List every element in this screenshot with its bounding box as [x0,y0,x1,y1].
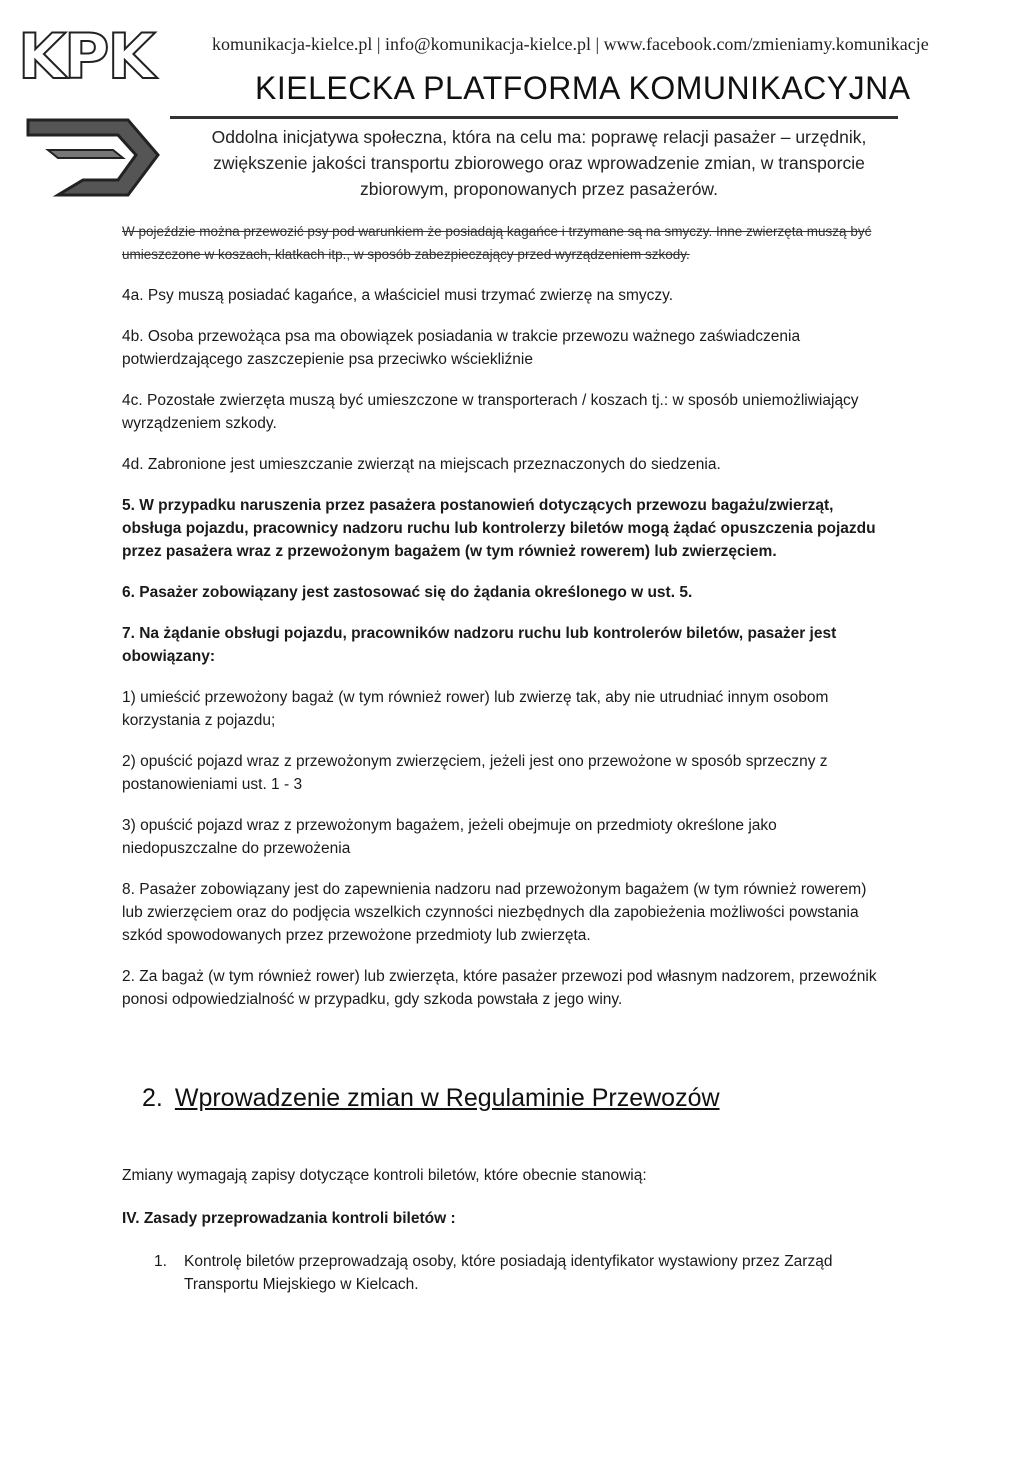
section-2-body [122,1164,882,1296]
header-description: Oddolna inicjatywa społeczna, która na celu ma: poprawę relacji pasażer – urzędnik, zwiększenie jakości transportu zbiorowego oraz wprowadzenie zmian, w transporcie zbiorowym, proponowanych przez pasażerów. [211,127,867,199]
paragraph-6: 6. Pasażer zobowiązany jest zastosować się do żądania określonego w ust. 5. [122,584,693,601]
paragraph-7-item-1: 1) umieścić przewożony bagaż (w tym również rower) lub zwierzę tak, aby nie utrudniać innym osobom korzystania z pojazdu; [122,689,829,729]
list-item-text: Kontrolę biletów przeprowadzają osoby, które posiadają identyfikator wystawiony przez Zarząd Transportu Miejskiego w Kielcach. [184,1253,833,1293]
paragraph-4d: 4d. Zabronione jest umieszczanie zwierząt na miejscach przeznaczonych do siedzenia. [122,456,721,473]
logo-text: KPK [18,20,154,93]
list-item [154,1250,882,1296]
section-2-heading [142,1084,720,1113]
paragraph-7: 7. Na żądanie obsługi pojazdu, pracowników nadzoru ruchu lub kontrolerów biletów, pasażer jest obowiązany: [122,625,837,665]
header-title: KIELECKA PLATFORMA KOMUNIKACYJNA [255,70,911,106]
paragraph-4b: 4b. Osoba przewożąca psa ma obowiązek posiadania w trakcie przewozu ważnego zaświadczenia potwierdzającego zaszczepienie psa przeciwko wściekliźnie [122,328,801,368]
section-title: Wprowadzenie zmian w Regulaminie Przewozów [174,1084,720,1112]
list-marker: 1. [154,1253,167,1270]
paragraph-8: 8. Pasażer zobowiązany jest do zapewnienia nadzoru nad przewożonym bagażem (w tym również rowerem) lub zwierzęciem oraz do podjęcia wszelkich czynności niezbędnych dla zapobieżenia możliwości powstania szkód spowodowanych przez przewożone przedmioty lub zwierzęta. [122,881,867,944]
struck-paragraph: W pojeździe można przewozić psy pod warunkiem że posiadają kagańce i trzymane są na smyczy. Inne zwierzęta muszą być umieszczone w koszach, klatkach itp., w sposób zabezpieczający przed wyrządzeniem szkody. [122,224,872,262]
section-number: 2. [142,1084,163,1112]
paragraph-7-item-3: 3) opuścić pojazd wraz z przewożonym bagażem, jeżeli obejmuje on przedmioty określone jako niedopuszczalne do przewożenia [122,817,777,857]
section-2-intro: Zmiany wymagają zapisy dotyczące kontroli biletów, które obecnie stanowią: [122,1167,647,1184]
section-2-subheading: IV. Zasady przeprowadzania kontroli biletów : [122,1210,456,1227]
regulation-body [122,220,882,1029]
kpk-logo [18,22,168,192]
paragraph-4a: 4a. Psy muszą posiadać kagańce, a właściciel musi trzymać zwierzę na smyczy. [122,287,674,304]
header-contact-links: komunikacja-kielce.pl | info@komunikacja-kielce.pl | www.facebook.com/zmieniamy.komunikacje [212,34,929,54]
header-divider [170,116,898,119]
paragraph-5: 5. W przypadku naruszenia przez pasażera postanowień dotyczących przewozu bagażu/zwierząt, obsługa pojazdu, pracownicy nadzoru ruchu lub kontrolerzy biletów mogą żądać opuszczenia pojazdu przez pasażera wraz z przewożonym bagażem (w tym również rowerem) lub zwierzęciem. [122,497,876,560]
paragraph-7-item-2: 2) opuścić pojazd wraz z przewożonym zwierzęciem, jeżeli jest ono przewożone w sposób sprzeczny z postanowieniami ust. 1 - 3 [122,753,828,793]
paragraph-2: 2. Za bagaż (w tym również rower) lub zwierzęta, które pasażer przewozi pod własnym nadzorem, przewoźnik ponosi odpowiedzialność w przypadku, gdy szkoda powstała z jego winy. [122,968,877,1008]
logo-arrow-icon [18,100,168,200]
paragraph-4c: 4c. Pozostałe zwierzęta muszą być umieszczone w transporterach / koszach tj.: w sposób uniemożliwiający wyrządzeniem szkody. [122,392,859,432]
